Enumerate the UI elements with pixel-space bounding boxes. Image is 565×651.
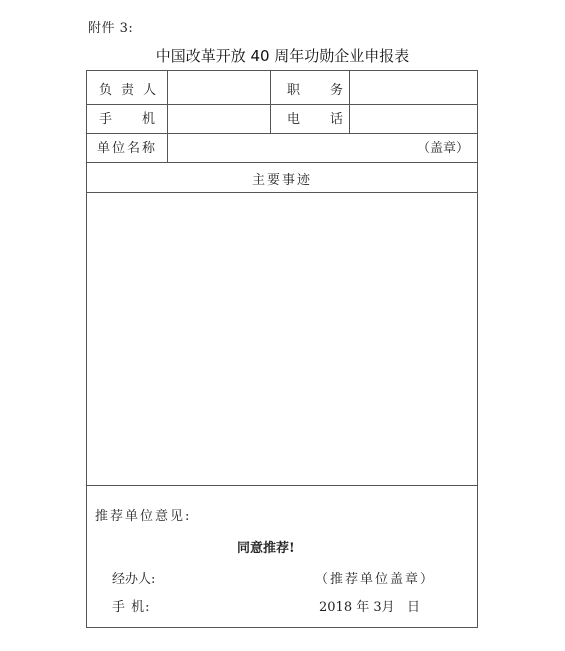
agree-text: 同意推荐! <box>237 541 295 556</box>
phone-label: 电话 <box>287 112 374 127</box>
recommend-date: 2018 年 3月 日 <box>319 600 421 615</box>
recommend-mobile-label: 手 机: <box>112 600 151 615</box>
recommend-opinion-label: 推荐单位意见: <box>95 509 192 524</box>
mobile-label: 手机 <box>99 112 186 127</box>
achievements-label: 主要事迹 <box>251 173 312 188</box>
form-title: 中国改革开放 40 周年功勋企业申报表 <box>155 47 410 65</box>
seal-note: （盖章） <box>417 141 470 156</box>
handler-label: 经办人: <box>112 572 156 587</box>
application-form <box>86 70 478 628</box>
row-divider <box>87 485 477 486</box>
phone-input[interactable] <box>350 105 477 132</box>
column-divider <box>270 71 271 133</box>
recommend-seal-label: （推荐单位盖章） <box>315 572 436 587</box>
position-input[interactable] <box>350 72 477 103</box>
mobile-input[interactable] <box>168 105 269 132</box>
achievements-textarea[interactable] <box>88 193 476 484</box>
unit-name-label: 单位名称 <box>97 141 158 156</box>
row-divider <box>87 162 477 163</box>
leader-input[interactable] <box>168 72 269 103</box>
position-label: 职务 <box>287 83 374 98</box>
attachment-label: 附件 3: <box>88 21 134 36</box>
leader-label: 负责人 <box>99 83 166 98</box>
